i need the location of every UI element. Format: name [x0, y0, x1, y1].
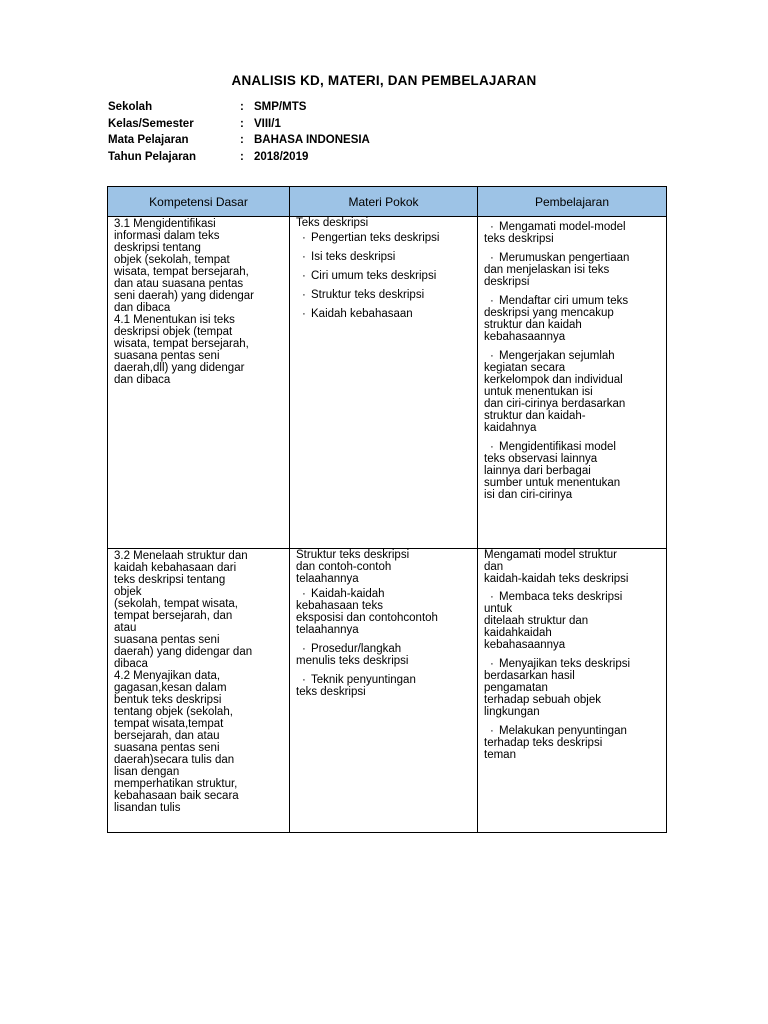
- bullet-dot: ·: [302, 588, 306, 600]
- pembelajaran-item-line: [484, 441, 662, 453]
- pembelajaran-item-line: [484, 658, 662, 670]
- kd-text-line: tentang objek (sekolah,: [114, 706, 233, 718]
- bullet-dot: ·: [302, 308, 306, 320]
- pembelajaran-item-line: dan ciri-cirinya berdasarkan: [484, 398, 626, 410]
- pembelajaran-item-line: lainnya dari berbagai: [484, 465, 591, 477]
- pembelajaran-list-item: [484, 591, 662, 651]
- kd-text-line: objek (sekolah, tempat: [114, 254, 230, 266]
- kd-text-line: dan dibaca: [114, 374, 171, 386]
- materi-item-line: [296, 289, 473, 301]
- materi-heading-line: telaahannya: [296, 573, 359, 585]
- table-row: [108, 217, 667, 549]
- pembelajaran-item-text: Mengamati model-model: [499, 221, 626, 233]
- materi-item-text: Isi teks deskripsi: [311, 251, 396, 263]
- kd-text-line: objek: [114, 586, 142, 598]
- kd-text-line: lisandan tulis: [114, 802, 181, 814]
- info-row-tahun-pelajaran: [108, 149, 370, 166]
- pembelajaran-item-line: kerkelompok dan individual: [484, 374, 623, 386]
- materi-list-item: [296, 251, 473, 263]
- pembelajaran-item-line: kebahasaannya: [484, 331, 566, 343]
- materi-item-line: [296, 308, 473, 320]
- materi-item-line: menulis teks deskripsi: [296, 655, 409, 667]
- pembelajaran-list-item: [484, 658, 662, 718]
- pembelajaran-list-item: [484, 441, 662, 501]
- kd-text-line: kebahasaan baik secara: [114, 790, 239, 802]
- pembelajaran-list-item: [484, 725, 662, 761]
- kd-text-line: (sekolah, tempat wisata,: [114, 598, 239, 610]
- info-label: Mata Pelajaran: [108, 134, 189, 146]
- pembelajaran-item-line: pengamatan: [484, 682, 548, 694]
- info-label: Kelas/Semester: [108, 117, 194, 130]
- info-colon: :: [240, 117, 244, 130]
- materi-item-line: kebahasaan teks: [296, 600, 383, 612]
- pembelajaran-heading-line: kaidah-kaidah teks deskripsi: [484, 573, 629, 585]
- bullet-dot: ·: [490, 591, 494, 603]
- pembelajaran-item-line: teman: [484, 749, 516, 761]
- pembelajaran-item-line: [484, 725, 662, 737]
- kd-text-line: 3.2 Menelaah struktur dan: [114, 550, 248, 562]
- pembelajaran-list-item: [484, 350, 662, 434]
- materi-list-item: [296, 674, 473, 698]
- pembelajaran-item-line: [484, 591, 662, 603]
- kd-text-line: gagasan,kesan dalam: [114, 682, 227, 694]
- cell-materi-pokok: [290, 549, 478, 833]
- kd-text-line: teks deskripsi tentang: [114, 574, 226, 586]
- info-label: Tahun Pelajaran: [108, 150, 196, 163]
- kd-text-line: daerah) yang didengar dan: [114, 646, 253, 658]
- pembelajaran-item-line: untuk: [484, 603, 513, 615]
- pembelajaran-item-line: lingkungan: [484, 706, 540, 718]
- kd-text-line: suasana pentas seni: [114, 350, 220, 362]
- pembelajaran-item-line: struktur dan kaidah-: [484, 410, 586, 422]
- header-kompetensi-dasar: Kompetensi Dasar: [108, 187, 290, 217]
- kd-text-line: dan dibaca: [114, 302, 171, 314]
- pembelajaran-item-line: sumber untuk menentukan: [484, 477, 621, 489]
- kd-text-line: 4.1 Menentukan isi teks: [114, 314, 235, 326]
- pembelajaran-item-text: Melakukan penyuntingan: [499, 725, 627, 737]
- pembelajaran-item-line: isi dan ciri-cirinya: [484, 489, 573, 501]
- materi-heading-line: dan contoh-contoh: [296, 561, 392, 573]
- pembelajaran-item-line: terhadap sebuah objek: [484, 694, 602, 706]
- pembelajaran-item-line: struktur dan kaidah: [484, 319, 582, 331]
- pembelajaran-item-text: Mengidentifikasi model: [499, 441, 616, 453]
- pembelajaran-item-line: kaidahkaidah: [484, 627, 552, 639]
- info-value: BAHASA INDONESIA: [254, 134, 370, 146]
- info-label: Sekolah: [108, 101, 153, 113]
- pembelajaran-item-line: terhadap teks deskripsi: [484, 737, 603, 749]
- materi-item-line: [296, 674, 473, 686]
- kd-text-line: memperhatikan struktur,: [114, 778, 238, 790]
- kd-text-line: deskripsi tentang: [114, 242, 201, 254]
- info-value: SMP/MTS: [254, 101, 307, 113]
- materi-list-item: [296, 289, 473, 301]
- table-header-row: [108, 187, 667, 217]
- materi-item-text: Prosedur/langkah: [311, 643, 402, 655]
- materi-item-line: [296, 588, 473, 600]
- info-row-sekolah: [108, 99, 370, 116]
- materi-list-item: [296, 643, 473, 667]
- materi-list-item: [296, 588, 473, 636]
- pembelajaran-list-item: [484, 221, 662, 245]
- bullet-dot: ·: [490, 295, 494, 307]
- pembelajaran-item-text: Membaca teks deskripsi: [499, 591, 623, 603]
- pembelajaran-item-line: kebahasaannya: [484, 639, 566, 651]
- materi-heading-line: Teks deskripsi: [296, 217, 369, 229]
- materi-list: [296, 232, 473, 320]
- kd-text-line: kaidah kebahasaan dari: [114, 562, 237, 574]
- bullet-dot: ·: [490, 725, 494, 737]
- pembelajaran-item-line: kegiatan secara: [484, 362, 566, 374]
- pembelajaran-item-line: teks observasi lainnya: [484, 453, 598, 465]
- pembelajaran-item-line: [484, 350, 662, 362]
- bullet-dot: ·: [490, 350, 494, 362]
- cell-pembelajaran: [478, 549, 667, 833]
- bullet-dot: ·: [490, 658, 494, 670]
- pembelajaran-list-item: [484, 295, 662, 343]
- kd-text-line: wisata, tempat bersejarah,: [114, 338, 249, 350]
- bullet-dot: ·: [302, 643, 306, 655]
- kd-text-line: suasana pentas seni: [114, 634, 220, 646]
- info-block: [108, 99, 370, 165]
- kd-text-line: tempat wisata,tempat: [114, 718, 224, 730]
- pembelajaran-item-line: untuk menentukan isi: [484, 386, 593, 398]
- info-colon: :: [240, 134, 244, 146]
- materi-item-text: Pengertian teks deskripsi: [311, 232, 440, 244]
- pembelajaran-item-text: Mendaftar ciri umum teks: [499, 295, 629, 307]
- pembelajaran-list-item: [484, 252, 662, 288]
- materi-item-line: [296, 251, 473, 263]
- kd-text-line: bentuk teks deskripsi: [114, 694, 222, 706]
- kd-text-line: deskripsi objek (tempat: [114, 326, 233, 338]
- table-row: [108, 549, 667, 833]
- kd-text-line: bersejarah, dan atau: [114, 730, 220, 742]
- kd-text-line: dan atau suasana pentas: [114, 278, 244, 290]
- materi-item-line: [296, 232, 473, 244]
- bullet-dot: ·: [302, 270, 306, 282]
- bullet-dot: ·: [302, 289, 306, 301]
- kd-text-line: suasana pentas seni: [114, 742, 220, 754]
- bullet-dot: ·: [490, 252, 494, 264]
- kd-text-line: daerah)secara tulis dan: [114, 754, 235, 766]
- bullet-dot: ·: [490, 221, 494, 233]
- pembelajaran-item-line: deskripsi yang mencakup: [484, 307, 614, 319]
- info-colon: :: [240, 101, 244, 113]
- pembelajaran-heading-line: Mengamati model struktur: [484, 549, 617, 561]
- info-row-kelas-semester: [108, 116, 370, 133]
- kd-text-line: 3.1 Mengidentifikasi: [114, 218, 216, 230]
- cell-materi-pokok: [290, 217, 478, 549]
- materi-list-item: [296, 232, 473, 244]
- pembelajaran-item-text: Menyajikan teks deskripsi: [499, 658, 631, 670]
- materi-item-line: [296, 643, 473, 655]
- materi-item-line: teks deskripsi: [296, 686, 366, 698]
- bullet-dot: ·: [302, 674, 306, 686]
- kd-text-line: wisata, tempat bersejarah,: [114, 266, 249, 278]
- pembelajaran-item-line: [484, 295, 662, 307]
- kd-text-line: informasi dalam teks: [114, 230, 220, 242]
- pembelajaran-item-line: teks deskripsi: [484, 233, 554, 245]
- pembelajaran-item-line: berdasarkan hasil: [484, 670, 575, 682]
- kd-text-line: tempat bersejarah, dan: [114, 610, 233, 622]
- kd-text-line: dibaca: [114, 658, 148, 670]
- pembelajaran-item-line: [484, 221, 662, 233]
- bullet-dot: ·: [490, 441, 494, 453]
- header-materi-pokok: Materi Pokok: [290, 187, 478, 217]
- pembelajaran-item-line: ditelaah struktur dan: [484, 615, 589, 627]
- info-value: 2018/2019: [254, 150, 309, 163]
- pembelajaran-item-line: kaidahnya: [484, 422, 537, 434]
- bullet-dot: ·: [302, 232, 306, 244]
- analysis-table: [107, 186, 667, 833]
- kd-text-line: daerah,dll) yang didengar: [114, 362, 245, 374]
- kd-text-line: lisan dengan: [114, 766, 180, 778]
- pembelajaran-item-text: Merumuskan pengertiaan: [499, 252, 630, 264]
- materi-list-item: [296, 308, 473, 320]
- materi-item-line: telaahannya: [296, 624, 359, 636]
- info-colon: :: [240, 150, 244, 163]
- info-value: VIII/1: [254, 117, 281, 130]
- materi-heading-line: Struktur teks deskripsi: [296, 549, 410, 561]
- materi-item-text: Kaidah kebahasaan: [311, 308, 413, 320]
- materi-item-text: Teknik penyuntingan: [311, 674, 416, 686]
- materi-item-line: [296, 270, 473, 282]
- materi-item-line: eksposisi dan contohcontoh: [296, 612, 438, 624]
- pembelajaran-item-text: Mengerjakan sejumlah: [499, 350, 615, 362]
- info-row-mata-pelajaran: [108, 132, 370, 149]
- materi-item-text: Struktur teks deskripsi: [311, 289, 425, 301]
- materi-list: [296, 588, 473, 698]
- materi-item-text: Kaidah-kaidah: [311, 588, 385, 600]
- pembelajaran-item-line: deskripsi: [484, 276, 530, 288]
- kd-text-line: seni daerah) yang didengar: [114, 290, 255, 302]
- pembelajaran-heading-line: dan: [484, 561, 504, 573]
- bullet-dot: ·: [302, 251, 306, 263]
- pembelajaran-item-line: [484, 252, 662, 264]
- materi-list-item: [296, 270, 473, 282]
- header-pembelajaran: Pembelajaran: [478, 187, 667, 217]
- cell-kompetensi-dasar: [108, 217, 290, 549]
- kd-text-line: 4.2 Menyajikan data,: [114, 670, 221, 682]
- kd-text-line: atau: [114, 622, 137, 634]
- document-title: ANALISIS KD, MATERI, DAN PEMBELAJARAN: [231, 73, 537, 88]
- cell-pembelajaran: [478, 217, 667, 549]
- cell-kompetensi-dasar: [108, 549, 290, 833]
- materi-item-text: Ciri umum teks deskripsi: [311, 270, 437, 282]
- pembelajaran-item-line: dan menjelaskan isi teks: [484, 264, 610, 276]
